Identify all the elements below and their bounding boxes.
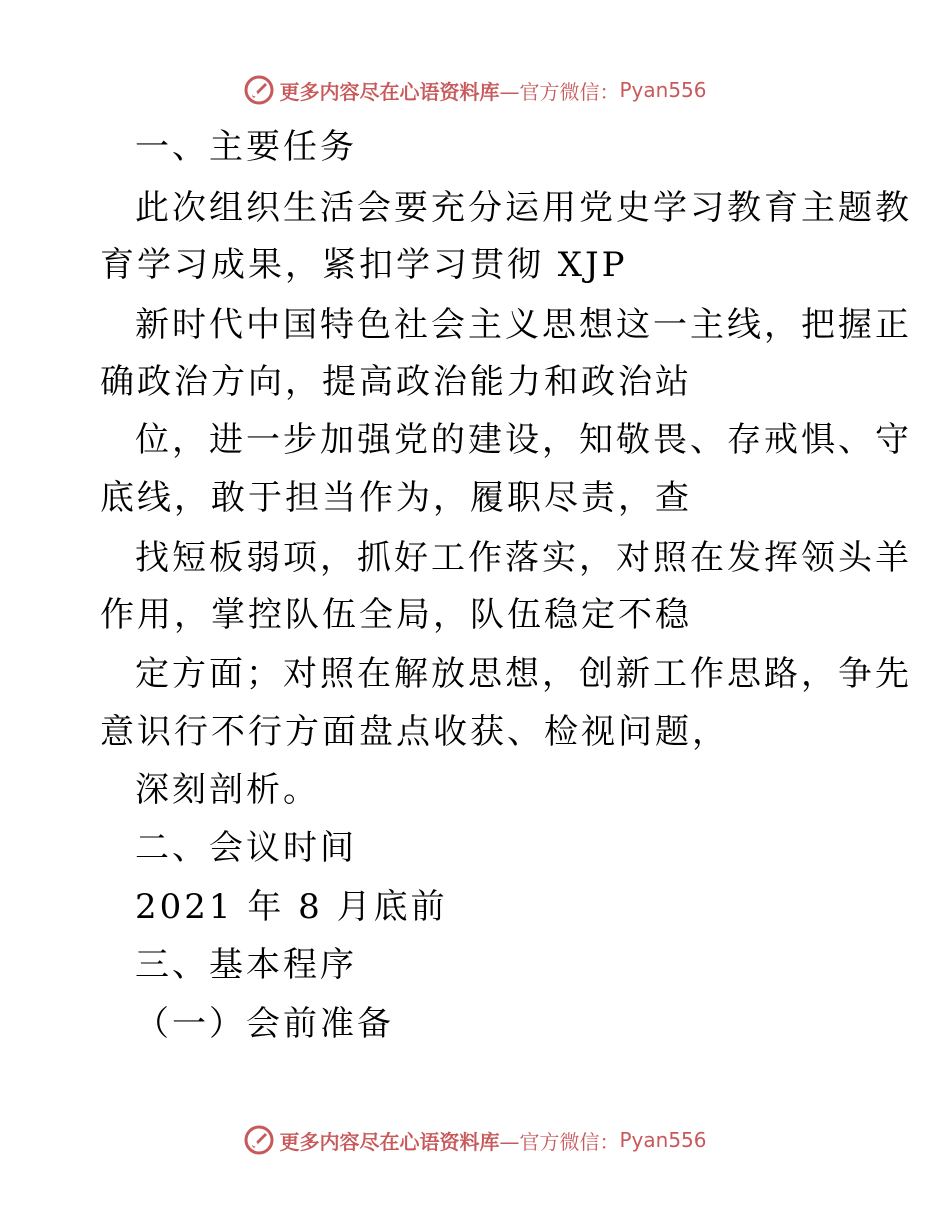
paragraph-line: 意识行不行方面盘点收获、检视问题，: [100, 712, 729, 752]
paragraph-line: 确政治方向，提高政治能力和政治站: [100, 362, 692, 402]
banner-official-label: —官方微信：: [499, 79, 620, 104]
meeting-time-value: 2021 年 8 月底前: [135, 887, 448, 927]
banner-official-label: —官方微信：: [499, 1129, 620, 1154]
paragraph-line: 育学习成果，紧扣学习贯彻 XJP: [100, 245, 628, 285]
subheading-preparation: （一）会前准备: [135, 1004, 394, 1044]
paragraph-line: 此次组织生活会要充分运用党史学习教育主题教: [135, 188, 912, 228]
paragraph-line: 底线，敢于担当作为，履职尽责，查: [100, 478, 692, 518]
banner-wechat-id: Pyan556: [619, 78, 707, 102]
logo-icon: [243, 1124, 275, 1156]
paragraph-line: 作用，掌控队伍全局，队伍稳定不稳: [100, 595, 692, 635]
footer-banner: [0, 1120, 950, 1160]
banner-wechat-id: Pyan556: [619, 1128, 707, 1152]
paragraph-line: 深刻剖析。: [135, 770, 320, 810]
paragraph-line: 找短板弱项，抓好工作落实，对照在发挥领头羊: [135, 538, 912, 578]
paragraph-line: 位，进一步加强党的建设，知敬畏、存戒惧、守: [135, 420, 912, 460]
heading-main-tasks: 一、主要任务: [135, 127, 357, 167]
paragraph-line: 定方面；对照在解放思想，创新工作思路，争先: [135, 654, 912, 694]
heading-meeting-time: 二、会议时间: [135, 828, 357, 868]
banner-slogan: 更多内容尽在心语资料库: [279, 1129, 500, 1154]
banner-slogan: 更多内容尽在心语资料库: [279, 79, 500, 104]
paragraph-line: 新时代中国特色社会主义思想这一主线，把握正: [135, 305, 912, 345]
heading-basic-procedure: 三、基本程序: [135, 945, 357, 985]
